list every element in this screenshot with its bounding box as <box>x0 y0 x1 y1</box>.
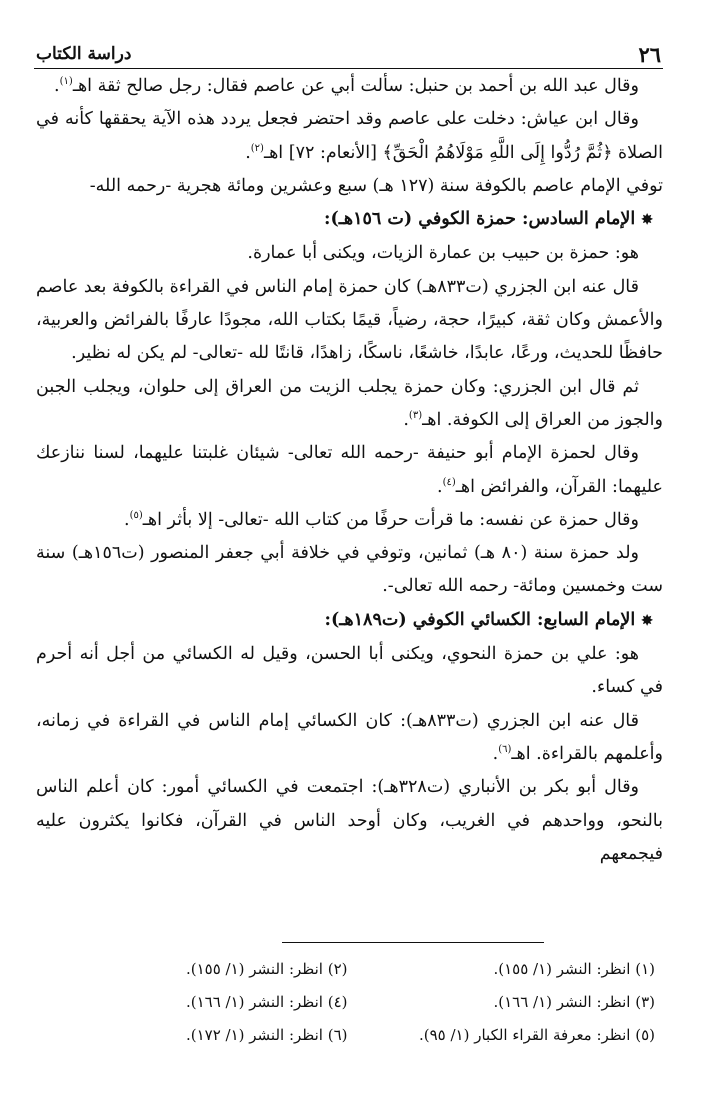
section-heading: ✸الإمام السابع: الكسائي الكوفي (ت١٨٩هـ): <box>324 609 653 630</box>
running-header <box>34 40 663 69</box>
footnote: (٦) انظر: النشر (١/ ١٧٢). <box>185 1026 348 1044</box>
footnote: (٤) انظر: النشر (١/ ١٦٦). <box>185 993 348 1011</box>
paragraph: ثم قال ابن الجزري: وكان حمزة يجلب الزيت من العراق إلى حلوان، ويجلب الجبن والجوز من العراق إلى الكوفة. اهـ$^{(٣)}$. <box>36 376 663 430</box>
footnote: (٥) انظر: معرفة القراء الكبار (١/ ٩٥). <box>418 1026 655 1044</box>
footnote: (٢) انظر: النشر (١/ ١٥٥). <box>185 960 348 978</box>
paragraph: قال عنه ابن الجزري (ت٨٣٣هـ) كان حمزة إمام الناس في القراءة بالكوفة بعد عاصم والأعمش وكان ثقة، كبيرًا، حجة، رضياً، قيمًا بكتاب الله، مجودًا عارفًا بالفرائض والعربية، حافظًا للحديث، ورعًا، عابدًا، خاشعًا، ناسكًا، زاهدًا، قانتًا لله -تعالى- لم يكن له نظير. <box>36 276 663 364</box>
footnote-ref: (١) <box>59 76 73 88</box>
paragraph: وقال حمزة عن نفسه: ما قرأت حرفًا من كتاب الله -تعالى- إلا بأثر اهـ$^{(٥)}$. <box>124 509 639 530</box>
paragraph: هو: حمزة بن حبيب بن عمارة الزيات، ويكنى أبا عمارة. <box>247 243 639 264</box>
footnote-ref: (٦) <box>498 744 512 756</box>
footnote-ref: (٤) <box>442 476 456 488</box>
paragraph: ولد حمزة سنة (٨٠ هـ) ثمانين، وتوفي في خلافة أبي جعفر المنصور (ت١٥٦هـ) سنة ست وخمسين ومائة- رحمه الله تعالى-. <box>36 543 663 597</box>
footnote-separator <box>282 942 544 943</box>
paragraph: هو: علي بن حمزة النحوي، ويكنى أبا الحسن، وقيل له الكسائي من أجل أنه أحرم في كساء. <box>36 644 663 698</box>
paragraph: وقال لحمزة الإمام أبو حنيفة -رحمه الله تعالى- شيئان غلبتنا عليهما، لسنا ننازعك عليهما: القرآن، والفرائض اهـ$^{(٤)}$. <box>36 443 663 497</box>
footnote: (٣) انظر: النشر (١/ ١٦٦). <box>493 993 655 1011</box>
star-bullet-icon: ✸ <box>641 212 653 229</box>
star-bullet-icon: ✸ <box>641 612 653 629</box>
paragraph: وقال ابن عياش: دخلت على عاصم وقد احتضر فجعل يردد هذه الآية يحققها كأنه في الصلاة ﴿ثُمَّ رُدُّوا إِلَى اللَّهِ مَوْلَاهُمُ الْحَقِّ﴾ [الأنعام: ٧٢] اهـ$^{(٢)}$. <box>36 109 663 163</box>
footnote-ref: (٢) <box>250 142 264 154</box>
paragraph: وقال عبد الله بن أحمد بن حنبل: سألت أبي عن عاصم فقال: رجل صالح ثقة اهـ$^{(١)}$. <box>54 76 639 96</box>
footnote-ref: (٥) <box>129 510 143 522</box>
paragraph: وقال أبو بكر بن الأنباري (ت٣٢٨هـ): اجتمعت في الكسائي أمور: كان أعلم الناس بالنحو، وواحدهم في الغريب، وكان أوحد الناس في القرآن، فكانوا يكثرون عليه فيجمعهم <box>36 777 663 864</box>
footnote-ref: (٣) <box>408 410 423 422</box>
paragraph: توفي الإمام عاصم بالكوفة سنة (١٢٧ هـ) سبع وعشرين ومائة هجرية -رحمه الله- <box>89 175 663 196</box>
footnotes <box>40 956 655 1048</box>
main-text <box>36 70 663 871</box>
running-title: دراسة الكتاب <box>36 44 132 64</box>
paragraph: قال عنه ابن الجزري (ت٨٣٣هـ): كان الكسائي إمام الناس في القراءة في زمانه، وأعلمهم بالقراءة. اهـ$^{(٦)}$. <box>36 710 663 764</box>
footnote: (١) انظر: النشر (١/ ١٥٥). <box>493 960 655 978</box>
section-heading: ✸الإمام السادس: حمزة الكوفي (ت ١٥٦هـ): <box>323 209 653 230</box>
page-number: ٢٦ <box>638 42 661 67</box>
